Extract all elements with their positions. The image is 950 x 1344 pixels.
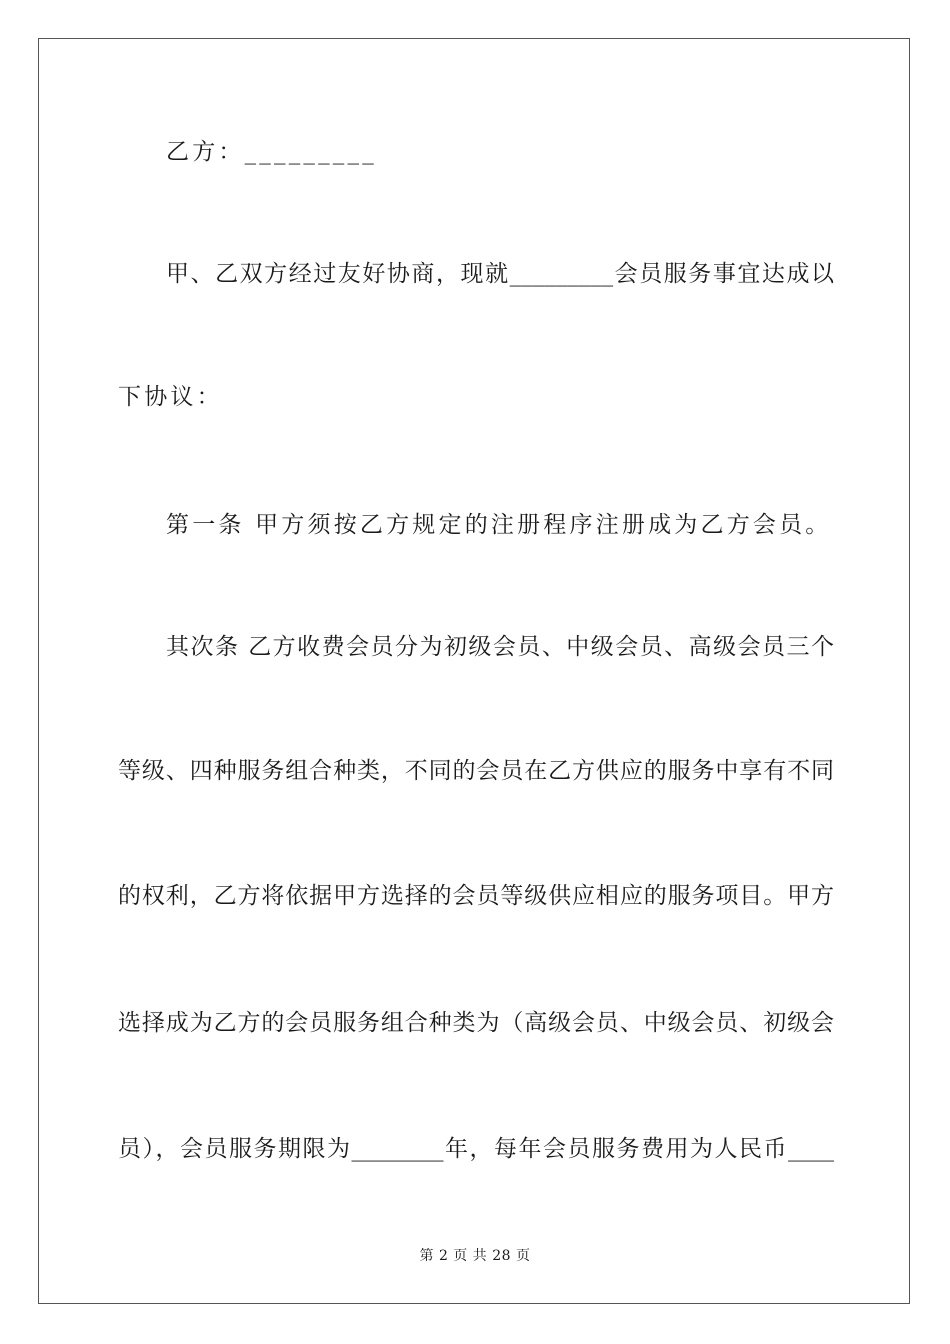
article-two-line-5: 员），会员服务期限为________年，每年会员服务费用为人民币____: [118, 1136, 834, 1162]
article-two-line-4: 选择成为乙方的会员服务组合种类为（高级会员、中级会员、初级会: [118, 1010, 834, 1036]
article-two-line-2: 等级、四种服务组合种类，不同的会员在乙方供应的服务中享有不同: [118, 758, 834, 784]
article-two-line-1: 其次条 乙方收费会员分为初级会员、中级会员、高级会员三个: [166, 634, 834, 660]
page-number-footer: 第 2 页 共 28 页: [419, 1248, 531, 1264]
agreement-intro-line: 甲、乙双方经过友好协商，现就_________会员服务事宜达成以: [166, 261, 834, 287]
party-b-line: 乙方：_________: [166, 139, 377, 165]
article-one-line: 第一条 甲方须按乙方规定的注册程序注册成为乙方会员。: [166, 512, 832, 538]
article-two-line-3: 的权利，乙方将依据甲方选择的会员等级供应相应的服务项目。甲方: [118, 883, 834, 909]
page-border: [38, 38, 910, 1304]
agreement-intro-continuation: 下协议：: [118, 384, 223, 410]
